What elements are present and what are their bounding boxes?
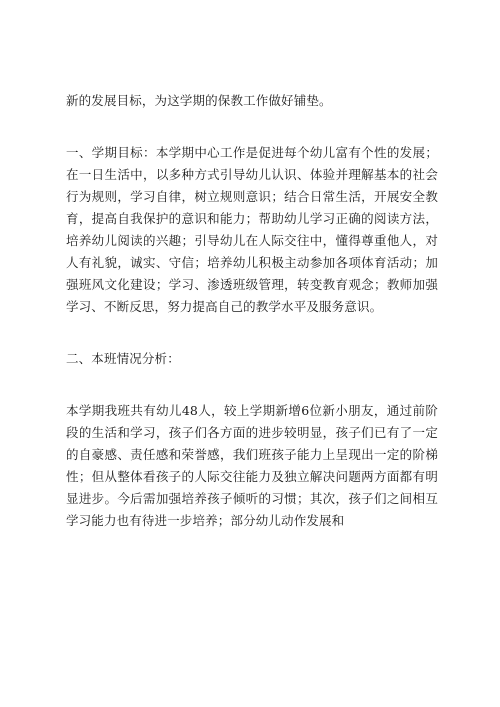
class-analysis-paragraph: 本学期我班共有幼儿48人，较上学期新增6位新小朋友，通过前阶段的生活和学习，孩子们各方面的进步较明显，孩子们已有了一定的自豪感、责任感和荣誉感，我们班孩子能力上呈现出一定的阶梯性；但从整体看孩子的人际交往能力及独立解决问题两方面都有明显进步。今后需加强培养孩子倾听的习惯；其次，孩子们之间相互学习能力也有待进一步培养；部分幼儿动作发展和 [66, 403, 438, 528]
semester-goals-paragraph: 一、学期目标：本学期中心工作是促进每个幼儿富有个性的发展；在一日生活中，以多种方式引导幼儿认识、体验并理解基本的社会行为规则，学习自律，树立规则意识；结合日常生活，开展安全教育，提高自我保护的意识和能力；帮助幼儿学习正确的阅读方法，培养幼儿阅读的兴趣；引导幼儿在人际交往中，懂得尊重他人，对人有礼貌，诚实、守信；培养幼儿积极主动参加各项体育活动；加强班风文化建设；学习、渗透班级管理，转变教育观念；教师加强学习、不断反思，努力提高自己的教学水平及服务意识。 [66, 145, 438, 314]
document-body [66, 90, 438, 532]
intro-paragraph: 新的发展目标，为这学期的保教工作做好铺垫。 [66, 93, 332, 108]
class-analysis-heading: 二、本班情况分析： [66, 351, 180, 366]
